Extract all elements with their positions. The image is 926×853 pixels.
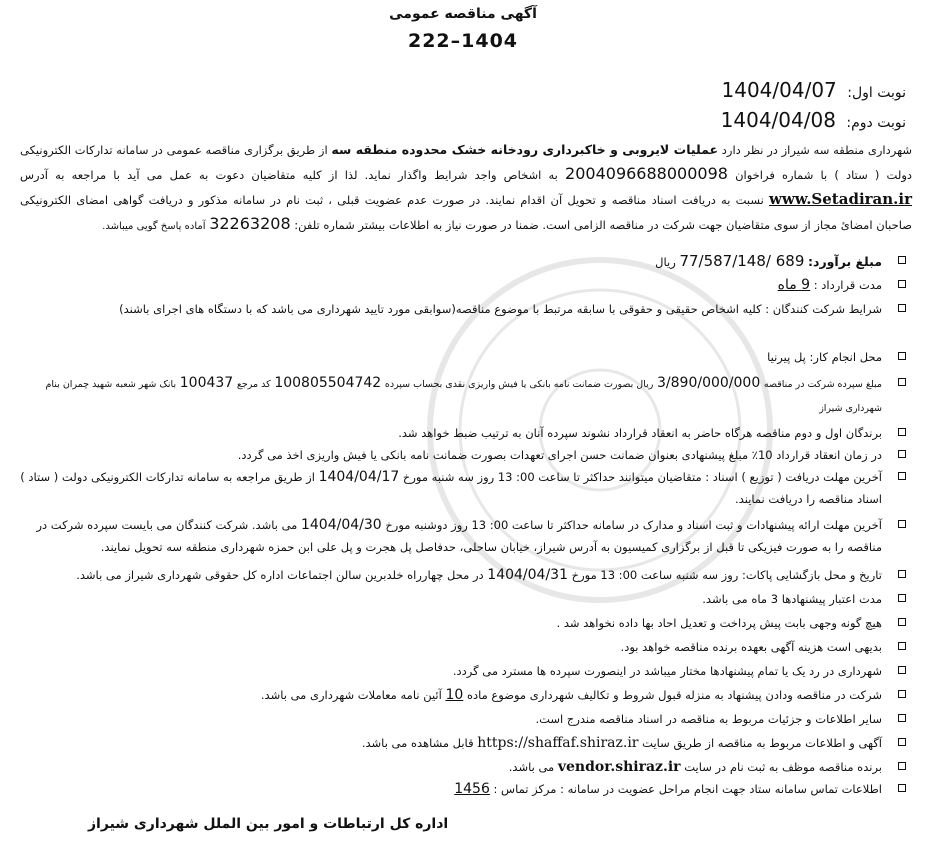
notice-number: 222–1404 bbox=[407, 30, 519, 52]
second-publication bbox=[606, 108, 906, 132]
opening-text-1: تاریخ و محل بازگشایی پاکات: روز سه شنبه ساعت 00: 13 مورخ bbox=[571, 568, 882, 582]
bullet-square-icon bbox=[898, 352, 906, 360]
call-number: 2004096688000098 bbox=[565, 164, 728, 183]
other-info-text: سایر اطلاعات و جزئیات مربوط به مناقصه در اسناد مناقصه مندرج است. bbox=[535, 712, 882, 726]
no-prepay-text: هیچ گونه وجهی بابت پیش پرداخت و تعدیل احاد بها داده نخواهد شد . bbox=[556, 616, 882, 630]
location-text: محل انجام کار: پل پیرنیا bbox=[767, 350, 882, 364]
list-item-validity bbox=[16, 588, 906, 610]
intro-text-4: نسبت به دریافت اسناد مناقصه و تحویل آن اقدام نمایند. در صورت عدم عضویت قبلی ، ثبت نام در سامانه مذکور و دریافت گواهی امضای الکترونیکی صاحبان امضائ مجاز از سوی متقاضیان جهت شرکت در مناقصه الزامی است. ضمنا در صورت نیاز به اطلاعات بیشتر شماره تلفن: bbox=[20, 193, 912, 232]
bullet-square-icon bbox=[898, 738, 906, 746]
intro-paragraph bbox=[20, 138, 912, 239]
list-item-estimate bbox=[16, 250, 906, 273]
list-item-no-prepay bbox=[16, 612, 906, 634]
guarantee-text: در زمان انعقاد قرارداد 10٪ مبلغ پیشنهادی بعنوان ضمانت حسن اجرای تعهدات بصورت ضمانت نامه بانکی یا فیش واریزی اخذ می گردد. bbox=[237, 448, 882, 462]
bullet-square-icon bbox=[898, 642, 906, 650]
bullet-square-icon bbox=[898, 594, 906, 602]
article-number: 10 bbox=[445, 687, 464, 703]
deposit-text-1: مبلغ سپرده شرکت در مناقصه bbox=[763, 379, 882, 390]
receive-text-1: آخرین مهلت دریافت ( توزیع ) اسناد : متقاضیان میتوانند حداکثر تا ساعت 00: 13 روز سه شنبه مورخ bbox=[402, 470, 882, 484]
bullet-square-icon bbox=[898, 784, 906, 792]
contact-number: 1456 bbox=[454, 781, 490, 797]
second-publication-label: نوبت دوم: bbox=[846, 115, 906, 131]
accept-text-1: شرکت در مناقصه ودادن پیشنهاد به منزله قبول شروط و تکالیف شهرداری موضوع ماده bbox=[466, 688, 882, 702]
deposit-ref-code: 100437 bbox=[179, 375, 234, 391]
shaffaf-text-1: آگهی و اطلاعات مربوط به مناقصه از طریق سایت bbox=[642, 736, 882, 750]
list-item-deposit bbox=[16, 372, 906, 420]
list-item-opening bbox=[16, 564, 906, 586]
receive-date: 1404/04/17 bbox=[318, 469, 400, 485]
receive-text-2: از طریق مراجعه به سامانه تدارکات الکترونیکی دولت ( ستاد ) اسناد مناقصه را دریافت نمایند. bbox=[20, 470, 882, 506]
duration-label: مدت قرارداد : bbox=[813, 278, 882, 292]
list-item-contact bbox=[16, 778, 906, 800]
reject-text: شهرداری در رد یک یا تمام پیشنهادها مختار میباشد در اینصورت سپرده ها مسترد می گردد. bbox=[452, 664, 882, 678]
list-item-reject bbox=[16, 660, 906, 682]
list-item-winners bbox=[16, 422, 906, 444]
bullet-square-icon bbox=[898, 280, 906, 288]
intro-text-1: شهرداری منطقه سه شیراز در نظر دارد bbox=[721, 143, 913, 157]
list-item-duration bbox=[16, 274, 906, 296]
submit-text-1: آخرین مهلت ارائه پیشنهادات و ثبت اسناد و مدارک در سامانه حداکثر تا ساعت 00: 13 روز دوشنبه مورخ bbox=[385, 518, 882, 532]
bullet-square-icon bbox=[898, 472, 906, 480]
intro-text-5: آماده پاسخ گویی میباشد. bbox=[102, 221, 206, 232]
vendor-text-2: می باشد. bbox=[508, 760, 555, 774]
notice-title: آگهی مناقصه عمومی bbox=[389, 6, 537, 22]
submit-text-2: می باشد. شرکت کنندگان می بایست سپرده شرکت در مناقصه را به صورت فیزیکی تا قبل از برگزاری کمیسیون به آدرس شیراز، خیابان ساحلی، حدفاصل پل هجرت و پل علی ابن حمزه شهرداری منطقه سه تحویل نمایند. bbox=[36, 518, 882, 554]
accept-text-2: آئین نامه معاملات شهرداری می باشد. bbox=[260, 688, 442, 702]
bullet-square-icon bbox=[898, 690, 906, 698]
estimate-unit: ریال bbox=[655, 255, 676, 269]
ad-cost-text: بدیهی است هزینه آگهی بعهده برنده مناقصه خواهد بود. bbox=[620, 640, 882, 654]
deposit-account: 100805504742 bbox=[274, 375, 382, 391]
intro-text-2: از طریق برگزاری مناقصه عمومی در سامانه تدارکات الکترونیکی دولت ( ستاد ) با شماره فراخوان bbox=[20, 143, 913, 182]
estimate-label: مبلغ برآورد: bbox=[808, 254, 882, 269]
deposit-text-3: کد مرجع bbox=[236, 379, 271, 390]
deposit-amount: 3/890/000/000 bbox=[657, 375, 761, 391]
setadiran-link[interactable]: www.Setadiran.ir bbox=[768, 190, 912, 208]
bullet-square-icon bbox=[898, 618, 906, 626]
shaffaf-link[interactable]: https://shaffaf.shiraz.ir bbox=[477, 735, 639, 751]
shaffaf-text-2: قابل مشاهده می باشد. bbox=[361, 736, 474, 750]
project-title: عملیات لایروبی و خاکبرداری رودخانه خشک محدوده منطقه سه bbox=[331, 142, 719, 157]
list-item-ad-cost bbox=[16, 636, 906, 658]
list-item-acceptance bbox=[16, 684, 906, 706]
bullet-square-icon bbox=[898, 304, 906, 312]
validity-text: مدت اعتبار پیشنهادها 3 ماه می باشد. bbox=[702, 592, 882, 606]
first-publication-date: 1404/04/07 bbox=[721, 78, 837, 102]
submit-date: 1404/04/30 bbox=[300, 517, 382, 533]
deposit-text-4: بانک شهر شعبه شهید چمران بنام شهرداری شیراز bbox=[45, 379, 882, 414]
bullet-square-icon bbox=[898, 378, 906, 386]
list-item-other-info bbox=[16, 708, 906, 730]
issuer-signature: اداره کل ارتباطات و امور بین الملل شهرداری شیراز bbox=[88, 816, 449, 832]
second-publication-date: 1404/04/08 bbox=[720, 108, 836, 132]
vendor-text-1: برنده مناقصه موظف به ثبت نام در سایت bbox=[684, 760, 882, 774]
bullet-square-icon bbox=[898, 762, 906, 770]
list-item-shaffaf bbox=[16, 732, 906, 754]
duration-value: 9 ماه bbox=[777, 277, 811, 293]
winners-text: برندگان اول و دوم مناقصه هرگاه حاضر به انعقاد قرارداد نشوند سپرده آنان به ترتیب ضبط خواهد شد. bbox=[398, 426, 882, 440]
first-publication-label: نوبت اول: bbox=[847, 85, 906, 101]
first-publication bbox=[606, 78, 906, 102]
bullet-square-icon bbox=[898, 666, 906, 674]
vendor-link[interactable]: vendor.shiraz.ir bbox=[557, 759, 681, 775]
list-item-conditions bbox=[16, 298, 906, 320]
list-item-guarantee bbox=[16, 444, 906, 466]
list-item-receive-deadline bbox=[16, 466, 906, 510]
opening-date: 1404/04/31 bbox=[487, 567, 568, 583]
deposit-text-2: ریال بصورت ضمانت نامه بانکی یا فیش واریزی نقدی بحساب سپرده bbox=[384, 379, 654, 390]
list-item-location bbox=[16, 346, 906, 368]
bullet-square-icon bbox=[898, 450, 906, 458]
bullet-square-icon bbox=[898, 520, 906, 528]
conditions-text: شرایط شرکت کنندگان : کلیه اشخاص حقیقی و حقوقی با سابقه مرتبط با موضوع مناقصه(سوابقی مورد تایید شهرداری می باشد که با دستگاه های اجرای باشند) bbox=[119, 302, 882, 316]
opening-text-2: در محل چهارراه خلدبرین سالن اجتماعات اداره کل حقوقی شهرداری شیراز می باشد. bbox=[76, 568, 484, 582]
contact-text: اطلاعات تماس سامانه ستاد جهت انجام مراحل عضویت در سامانه : مرکز تماس : bbox=[493, 782, 882, 796]
bullet-square-icon bbox=[898, 714, 906, 722]
list-item-submit-deadline bbox=[16, 514, 906, 558]
phone-number: 32263208 bbox=[209, 214, 291, 233]
bullet-square-icon bbox=[898, 570, 906, 578]
list-item-vendor bbox=[16, 756, 906, 778]
bullet-square-icon bbox=[898, 256, 906, 264]
intro-text-3: به اشخاص واجد شرایط واگذار نماید. لذا از کلیه متقاضیان دعوت به عمل می آید با مراجعه به آدرس bbox=[20, 168, 558, 182]
bullet-square-icon bbox=[898, 428, 906, 436]
estimate-value: 689 /77/587/148 bbox=[679, 252, 805, 270]
